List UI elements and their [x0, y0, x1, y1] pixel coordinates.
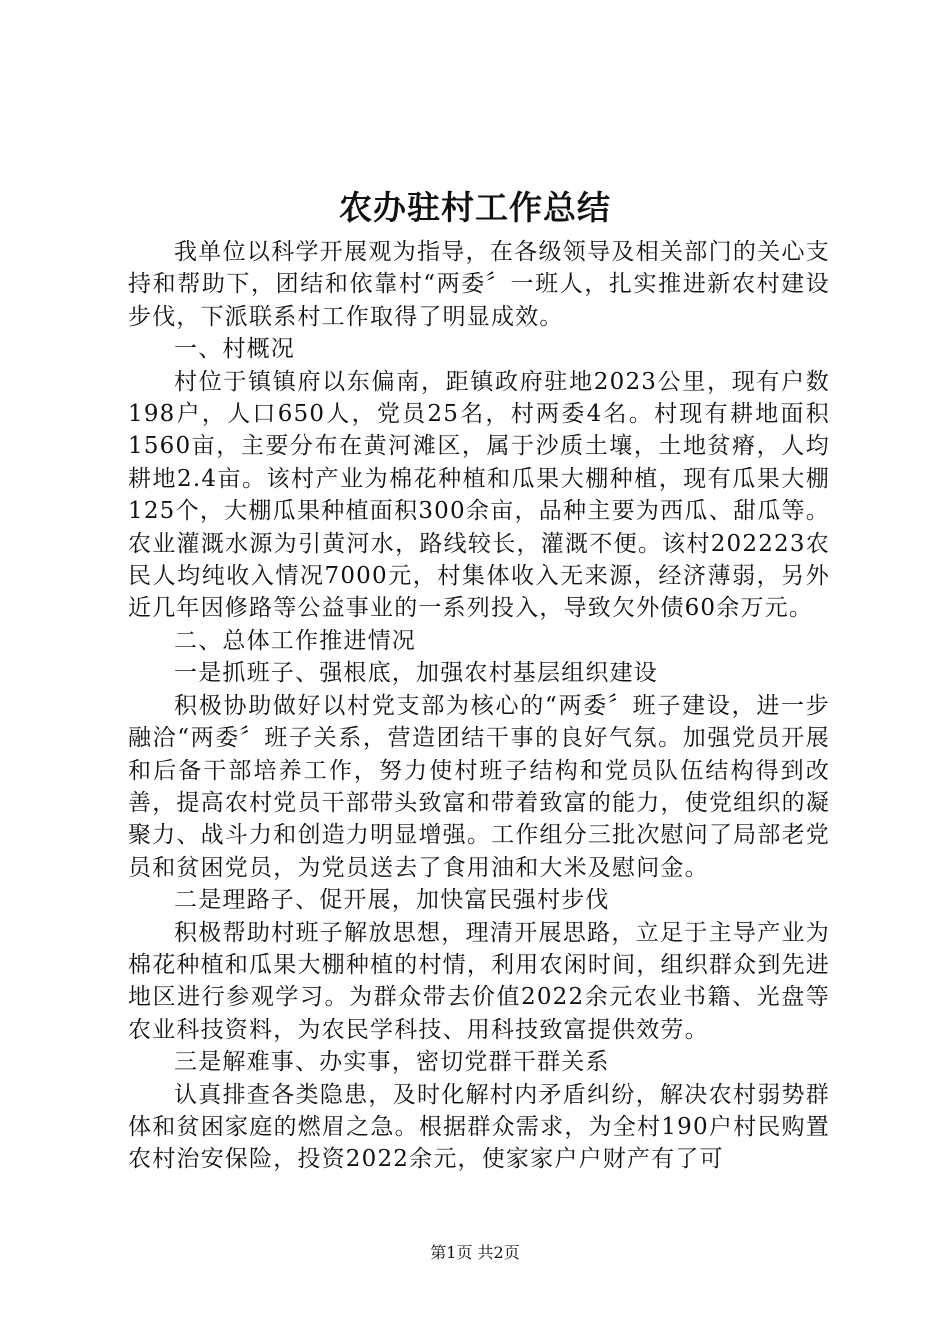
- document-body: [128, 236, 830, 1176]
- subheading-development: 二是理路子、促开展，加快富民强村步伐: [174, 887, 610, 914]
- village-overview-paragraph: 村位于镇镇府以东偏南，距镇政府驻地2023公里，现有户数198户，人口650人，党员25名，村两委4名。村现有耕地面积1560亩，主要分布在黄河滩区，属于沙质土壤，土地贫瘠，人均耕地2.4亩。该村产业为棉花种植和瓜果大棚种植，现有瓜果大棚125个，大棚瓜果种植面积300余亩，品种主要为西瓜、甜瓜等。农业灌溉水源为引黄河水，路线较长，灌溉不便。该村202223农民人均纯收入情况7000元，村集体收入无来源，经济薄弱，另外近几年因修路等公益事业的一系列投入，导致欠外债60余万元。: [128, 368, 830, 622]
- subheading-practical-matters: 三是解难事、办实事，密切党群干群关系: [174, 1049, 610, 1076]
- page-footer: 第1页 共2页: [430, 1243, 520, 1262]
- document-title: 农办驻村工作总结: [339, 188, 611, 227]
- practical-matters-paragraph: 认真排查各类隐患，及时化解村内矛盾纠纷，解决农村弱势群体和贫困家庭的燃眉之急。根据群众需求，为全村190户村民购置农村治安保险，投资2022余元，使家家户户财产有了可: [128, 1081, 830, 1173]
- subheading-organization-building: 一是抓班子、强根底，加强农村基层组织建设: [174, 660, 658, 687]
- section-heading-overall-progress: 二、总体工作推进情况: [174, 627, 416, 654]
- intro-paragraph: 我单位以科学开展观为指导，在各级领导及相关部门的关心支持和帮助下，团结和依靠村“两委〞一班人，扎实推进新农村建设步伐，下派联系村工作取得了明显成效。: [128, 239, 830, 330]
- organization-building-paragraph: 积极协助做好以村党支部为核心的“两委〞班子建设，进一步融洽“两委〞班子关系，营造团结干事的良好气氛。加强党员开展和后备干部培养工作，努力使村班子结构和党员队伍结构得到改善，提高农村党员干部带头致富和带着致富的能力，使党组织的凝聚力、战斗力和创造力明显增强。工作组分三批次慰问了局部老党员和贫困党员，为党员送去了食用油和大米及慰问金。: [128, 692, 830, 881]
- development-paragraph: 积极帮助村班子解放思想，理清开展思路，立足于主导产业为棉花种植和瓜果大棚种植的村情，利用农闲时间，组织群众到先进地区进行参观学习。为群众带去价值2022余元农业书籍、光盘等农业科技资料，为农民学科技、用科技致富提供效劳。: [128, 919, 830, 1043]
- section-heading-village-overview: 一、村概况: [174, 336, 295, 363]
